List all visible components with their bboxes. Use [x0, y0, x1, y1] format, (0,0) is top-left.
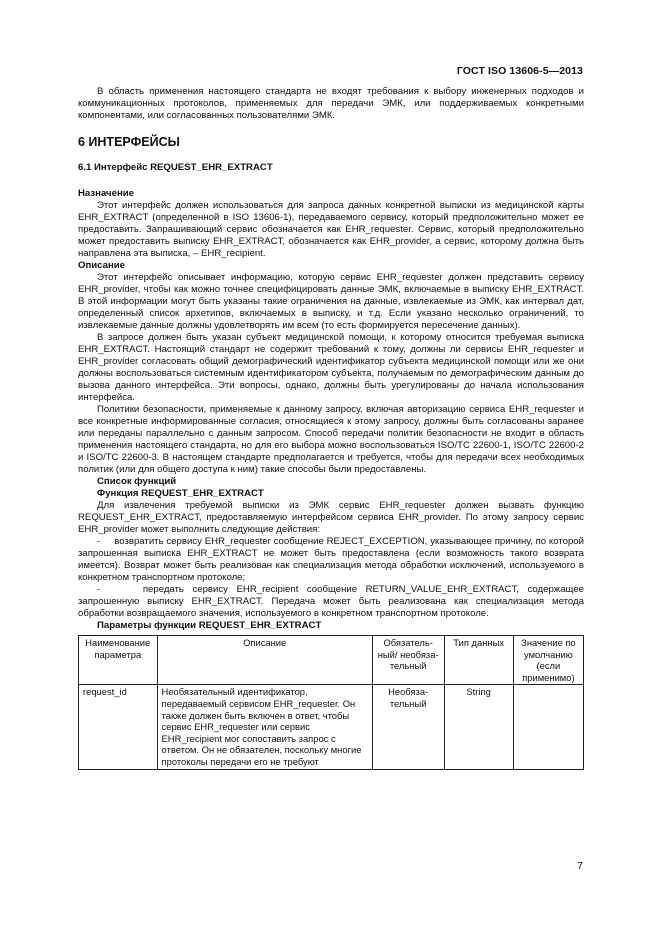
subsection-title: 6.1 Интерфейс REQUEST_EHR_EXTRACT — [78, 162, 273, 173]
column-header-required: Обязатель-ный/ необяза-тельный — [372, 636, 444, 685]
description-paragraph: В запросе должен быть указан субъект медицинской помощи, к которому относится требуемая выписка EHR_EXTRACT. Настоящий стандарт не содержит требований к тому, должны ли сервисы EHR_requester и EHR_provider согласовать общий демографический идентификатор субъекта медицинской помощи или же они должны воспользоваться системным идентификатором субъекта, получаемым по демографическим данным до вызова данного интерфейса. Эти вопросы, однако, должны быть урегулированы до начала использования интерфейса. — [78, 332, 584, 403]
page-content — [78, 86, 584, 770]
params-table-caption: Параметры функции REQUEST_EHR_EXTRACT — [97, 620, 322, 631]
description-paragraph: Политики безопасности, применяемые к данному запросу, включая авторизацию сервиса EHR_requester и все конкретные информированные согласия, относящиеся к этому запросу, должны быть согласованы заранее или переданы параллельно с данным запросом. Способ передачи политик безопасности не входит в область применения настоящего стандарта, но для его выбора можно воспользоваться ISO/TC 22600-1, ISO/TC 22600-2 и ISO/TC 22600-3. В настоящем стандарте предполагается и требуется, чтобы для передачи всех необходимых политик (или для общего доступа к ним) такие способы были предоставлены. — [78, 404, 584, 475]
column-header-name: Наименование параметра — [79, 636, 158, 685]
function-intro: Для извлечения требуемой выписки из ЭМК сервис EHR_requester должен вызвать функцию REQUEST_EHR_EXTRACT, предоставляемую интерфейсом сервиса EHR_provider. По этому запросу сервис EHR_provider может выполнить следующие действия: — [78, 500, 584, 535]
cell-param-default — [513, 685, 583, 769]
cell-param-required: Необяза-тельный — [372, 685, 444, 769]
section-title: 6 ИНТЕРФЕЙСЫ — [78, 135, 180, 149]
params-table — [78, 635, 584, 770]
table-header-row — [79, 636, 584, 685]
purpose-heading: Назначение — [78, 188, 134, 199]
function-heading: Функция REQUEST_EHR_EXTRACT — [97, 488, 264, 499]
cell-param-type: String — [444, 685, 513, 769]
cell-param-description: Необязательный идентификатор, передаваемый сервисом EHR_requester. Он также должен быть включен в ответ, чтобы сервис EHR_requester или сервис EHR_recipient мог сопоставить запрос с ответом. Он не обязателен, поскольку многие протоколы передачи его не требуют — [157, 685, 372, 769]
column-header-type: Тип данных — [444, 636, 513, 685]
description-paragraph: Этот интерфейс описывает информацию, которую сервис EHR_requester должен представить сервису EHR_provider, чтобы как можно точнее специфицировать данные ЭМК, включаемые в выписку EHR_EXTRACT. В этой информации могут быть указаны такие ограничения на данные, извлекаемые из ЭМК, как интервал дат, определенный список архетипов, включаемых в выписку, и т.д. Если указано несколько ограничений, то извлекаемые данные должны удовлетворять им всем (то есть формируется пересечение данных). — [78, 272, 584, 331]
standard-header: ГОСТ ISO 13606-5—2013 — [456, 65, 583, 77]
description-heading: Описание — [78, 260, 125, 271]
column-header-description: Описание — [157, 636, 372, 685]
purpose-text: Этот интерфейс должен использоваться для запроса данных конкретной выписки из медицинской карты EHR_EXTRACT (определенной в ISO 13606-1), передаваемого сервису, который предположительно может ее предоставить. Запрашивающий сервис обозначается как EHR_requester. Сервис, который предположительно может предоставить выписку EHR_EXTRACT, обозначается как EHR_provider, а сервис, которому должна быть направлена эта выписка, – EHR_recipient. — [78, 200, 584, 259]
function-list-heading: Список функций — [97, 476, 177, 487]
function-action-item: - передать сервису EHR_recipient сообщение RETURN_VALUE_EHR_EXTRACT, содержащее запрошенную выписку EHR_EXTRACT. Передача может быть реализована как специализация метода обработки возвращаемого значения, используемого в конкретном транспортном протоколе. — [78, 584, 584, 619]
table-row — [79, 685, 584, 769]
intro-paragraph: В область применения настоящего стандарта не входят требования к выбору инженерных подходов и коммуникационных протоколов, применяемых для передачи ЭМК, или поддерживаемых конкретными компонентами, или согласованных пользователями ЭМК. — [78, 86, 584, 121]
column-header-default: Значение по умолчанию (если применимо) — [513, 636, 583, 685]
cell-param-name: request_id — [79, 685, 158, 769]
function-action-item: - возвратить сервису EHR_requester сообщение REJECT_EXCEPTION, указывающее причину, по которой запрошенная выписка EHR_EXTRACT не может быть предоставлена (если возможность такого возврата имеется). Возврат может быть реализован как специализация метода обработки исключений, используемого в конкретном транспортном протоколе; — [78, 536, 584, 583]
page-number: 7 — [577, 860, 583, 872]
